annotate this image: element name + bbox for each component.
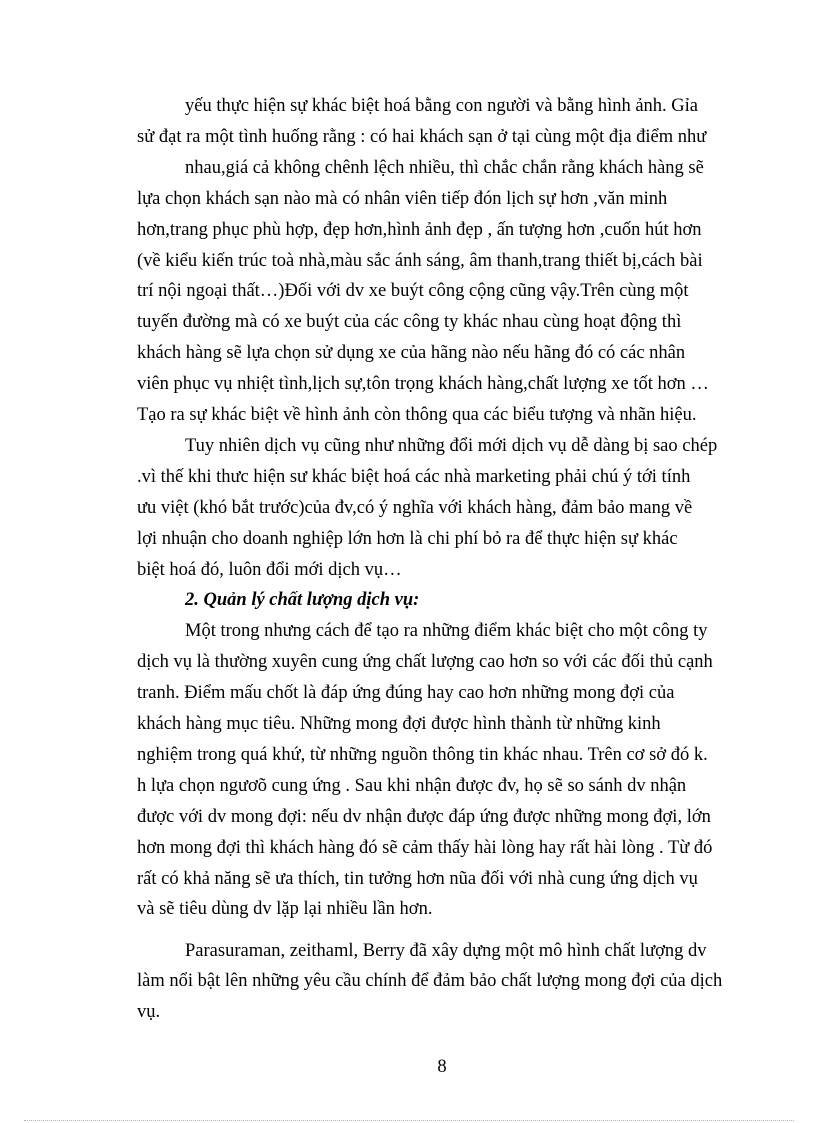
text-line: viên phục vụ nhiệt tình,lịch sự,tôn trọng khách hàng,chất lượng xe tốt hơn …	[137, 374, 709, 394]
text-line: Tạo ra sự khác biệt về hình ảnh còn thông qua các biểu tượng và nhãn hiệu.	[137, 405, 697, 425]
text-line: rất có khả năng sẽ ưa thích, tin tưởng hơn nũa đối với nhà cung ứng dịch vụ	[137, 869, 698, 889]
text-line: lựa chọn khách sạn nào mà có nhân viên tiếp đón lịch sự hơn ,văn minh	[137, 189, 668, 209]
text-line: .vì thế khi thưc hiện sư khác biệt hoá các nhà marketing phải chú ý tới tính	[137, 467, 691, 487]
text-line: dịch vụ là thường xuyên cung ứng chất lượng cao hơn so với các đối thủ cạnh	[137, 652, 713, 672]
text-line: hơn,trang phục phù hợp, đẹp hơn,hình ảnh đẹp , ấn tượng hơn ,cuốn hút hơn	[137, 220, 702, 240]
text-line: ưu việt (khó bắt trước)của đv,có ý nghĩa với khách hàng, đảm bảo mang về	[137, 498, 693, 518]
text-line: Parasuraman, zeithaml, Berry đã xây dựng một mô hình chất lượng dv	[185, 941, 707, 961]
page-number: 8	[437, 1057, 447, 1077]
text-line: (về kiểu kiến trúc toà nhà,màu sắc ánh sáng, âm thanh,trang thiết bị,cách bài	[137, 251, 703, 271]
footer-divider	[24, 1120, 794, 1121]
text-line: hơn mong đợi thì khách hàng đó sẽ cảm thấy hài lòng hay rất hài lòng . Từ đó	[137, 838, 713, 858]
text-line: và sẽ tiêu dùng dv lặp lại nhiều lần hơn.	[137, 899, 433, 919]
text-line: tuyến đường mà có xe buýt của các công ty khác nhau cùng hoạt động thì	[137, 312, 682, 332]
text-line: nghiệm trong quá khứ, từ những nguồn thông tin khác nhau. Trên cơ sở đó k.	[137, 745, 708, 765]
text-line: biệt hoá đó, luôn đổi mới dịch vụ…	[137, 560, 402, 580]
text-line: sử đạt ra một tình huống rằng : có hai khách sạn ở tại cùng một địa điểm như	[137, 127, 707, 147]
text-line: làm nổi bật lên những yêu cầu chính để đảm bảo chất lượng mong đợi của dịch	[137, 971, 723, 991]
text-line: h lựa chọn ngươõ cung ứng . Sau khi nhận được đv, họ sẽ so sánh dv nhận	[137, 776, 687, 796]
text-line: tranh. Điểm mấu chốt là đáp ứng đúng hay cao hơn những mong đợi của	[137, 683, 675, 703]
text-line: khách hàng mục tiêu. Những mong đợi được hình thành từ những kinh	[137, 714, 661, 734]
text-line: vụ.	[137, 1002, 161, 1022]
text-line: khách hàng sẽ lựa chọn sử dụng xe của hãng nào nếu hãng đó có các nhân	[137, 343, 686, 363]
text-line: nhau,giá cả không chênh lệch nhiều, thì chắc chắn rằng khách hàng sẽ	[185, 158, 704, 178]
text-line: lợi nhuận cho doanh nghiệp lớn hơn là chi phí bỏ ra để thực hiện sự khác	[137, 529, 678, 549]
text-line: Tuy nhiên dịch vụ cũng như những đổi mới dịch vụ dễ dàng bị sao chép	[185, 436, 718, 456]
text-line: Một trong nhưng cách để tạo ra những điểm khác biệt cho một công ty	[185, 621, 708, 641]
text-line: được với dv mong đợi: nếu dv nhận được đáp ứng được những mong đợi, lớn	[137, 807, 711, 827]
text-line: yếu thực hiện sự khác biệt hoá bằng con người và bằng hình ảnh. Gỉa	[185, 96, 699, 116]
text-line: trí nội ngoại thất…)Đối với dv xe buýt công cộng cũng vậy.Trên cùng một	[137, 281, 689, 301]
section-heading: 2. Quản lý chất lượng dịch vụ:	[185, 590, 420, 610]
